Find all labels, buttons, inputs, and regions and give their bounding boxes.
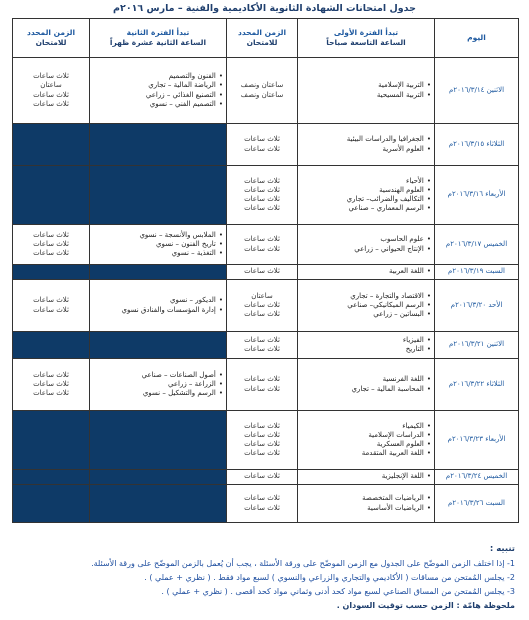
first-period-subjects [298,265,435,280]
duration-item: ثلاث ساعات [33,72,69,81]
second-duration-empty [13,332,90,359]
subject-item: • التربية المسيحية [301,91,431,100]
first-period-subjects [298,166,435,225]
day-cell: السبت ٢٠١٦/٣/١٩م [435,265,519,280]
duration-item: ثلاث ساعات [244,384,280,393]
duration-item: ثلاث ساعات [244,195,280,203]
subject-item: • اللغة العربية [301,267,431,276]
table-row [13,470,519,485]
subject-item: • الدراسات الإسلامية [301,431,431,440]
first-period-durations [227,58,298,124]
second-duration-empty [13,411,90,470]
duration-item: ثلاث ساعات [33,370,69,379]
duration-item: ثلاث ساعات [33,305,69,314]
duration-item: ثلاث ساعات [33,249,69,258]
duration-item: ثلاث ساعات [244,144,280,153]
duration-item: ثلاث ساعات [33,90,69,99]
duration-item: ثلاث ساعات [244,300,280,309]
duration-item: ثلاث ساعات [33,239,69,248]
day-cell: الاثنين ٢٠١٦/٣/١٤م [435,58,519,124]
first-period-durations [227,280,298,332]
day-cell: الاثنين ٢٠١٦/٣/٢١م [435,332,519,359]
table-row [13,124,519,166]
subject-item: • الرياضيات الأساسية [301,504,431,513]
subject-item: • الأحياء [301,177,431,186]
duration-item: ثلاث ساعات [244,185,280,194]
first-period-durations [227,485,298,523]
duration-item: ثلاث ساعات [244,440,280,448]
subject-item: • الرسم والتشكيل – نسوي [93,389,223,398]
subject-item: • التاريخ [301,345,431,354]
subject-item: • الفيزياء [301,336,431,345]
first-period-subjects [298,280,435,332]
second-duration-empty [13,124,90,166]
subject-item: • الجغرافيا والدراسات البيئية [301,135,431,144]
day-cell: الثلاثاء ٢٠١٦/٣/٢٢م [435,359,519,411]
exam-schedule-table [12,18,519,523]
second-period-empty [90,265,227,280]
notes-section [10,542,515,613]
first-period-subjects [298,225,435,265]
second-duration-empty [13,470,90,485]
table-row [13,411,519,470]
first-period-durations [227,265,298,280]
subject-item: • أصول الصناعات – صناعي [93,371,223,380]
second-period-empty [90,485,227,523]
day-cell: الخميس ٢٠١٦/٣/٢٤م [435,470,519,485]
first-period-durations [227,166,298,225]
first-period-subjects [298,485,435,523]
duration-item: ثلاث ساعات [244,235,280,244]
second-period-subjects [90,58,227,124]
first-period-durations [227,470,298,485]
subject-item: • الكيمياء [301,422,431,431]
first-period-durations [227,359,298,411]
day-cell: الأربعاء ٢٠١٦/٣/٢٣م [435,411,519,470]
subject-item: • اللغة الإنجليزية [301,472,431,481]
day-cell: الأحد ٢٠١٦/٣/٢٠م [435,280,519,332]
table-row [13,485,519,523]
first-period-subjects [298,124,435,166]
subject-item: • الإنتاج الحيواني – زراعي [301,245,431,254]
subject-item: • البساتين – زراعي [301,310,431,319]
first-period-subjects [298,411,435,470]
subject-item: • العلوم الهندسية [301,186,431,195]
duration-item: ساعتان [251,291,273,300]
second-period-subjects [90,280,227,332]
second-period-empty [90,470,227,485]
table-row [13,359,519,411]
second-duration-empty [13,485,90,523]
table-row [13,265,519,280]
notes-heading: تنبيه : [489,544,515,554]
header-first-duration: الزمن المحدد للامتحان [227,19,298,58]
header-second-duration: الزمن المحدد للامتحان [13,19,90,58]
duration-item: ثلاث ساعات [244,449,280,458]
important-note: ملحوظة هامّة : الزمن حسب توقيت السودان . [336,600,515,610]
subject-item: • علوم الحاسوب [301,235,431,244]
subject-item: • الرياضة المالية – تجاري [93,81,223,90]
second-period-empty [90,411,227,470]
duration-item: ثلاث ساعات [244,430,280,439]
header-first-period: تبدأ الفترة الأولى الساعة التاسعة صباحاً [298,19,435,58]
second-duration-empty [13,265,90,280]
table-row [13,280,519,332]
duration-item: ثلاث ساعات [244,345,280,353]
subject-item: • اللغة الفرنسية [301,375,431,384]
subject-item: • التكاليف والضرائب– تجاري [301,195,431,204]
second-period-empty [90,166,227,225]
first-period-durations [227,411,298,470]
second-period-durations [13,359,90,411]
duration-item: ساعتان ونصف [240,90,284,99]
day-cell: الثلاثاء ٢٠١٦/٣/١٥م [435,124,519,166]
day-cell: الخميس ٢٠١٦/٣/١٧م [435,225,519,265]
note-item: 3- يجلس المُمتحن من المساق الصناعي لسبع مواد كحد أدنى وثماني مواد كحد أقصى . ( نظري + عملي ) . [161,586,515,596]
day-cell: الأربعاء ٢٠١٦/٣/١٦م [435,166,519,225]
subject-item: • الفنون والتصميم [93,72,223,81]
subject-item: • الرسم المعماري – صناعي [301,204,431,213]
second-period-durations [13,225,90,265]
duration-item: ثلاث ساعات [244,494,280,503]
second-period-empty [90,332,227,359]
first-period-subjects [298,359,435,411]
header-second-period: تبدأ الفترة الثانية الساعة الثانية عشرة ظهراً [90,19,227,58]
subject-item: • التغذية – نسوي [93,249,223,258]
subject-item: • الاقتصاد والتجارة – تجاري [301,292,431,301]
note-item: 1- إذا اختلف الزمن الموضّح على الجدول مع الزمن الموضّح على ورقة الأسئلة ، يجب أن يُعمل بالزمن الموضّح على ورقة الأسئلة. [91,558,515,568]
subject-item: • العلوم الأسرية [301,145,431,154]
second-period-durations [13,58,90,124]
header-day: اليوم [435,19,519,58]
subject-item: • الزراعة – زراعي [93,380,223,389]
duration-item: ثلاث ساعات [33,230,69,239]
subject-item: • اللغة العربية المتقدمة [301,449,431,458]
second-duration-empty [13,166,90,225]
second-period-subjects [90,225,227,265]
second-period-subjects [90,359,227,411]
duration-item: ثلاث ساعات [33,379,69,388]
subject-item: • المحاسبة المالية – تجاري [301,385,431,394]
first-period-subjects [298,58,435,124]
duration-item: ساعتان ونصف [240,81,284,90]
subject-item: • الديكور – نسوي [93,296,223,305]
duration-item: ثلاث ساعات [244,472,280,481]
duration-item: ثلاث ساعات [244,244,280,253]
subject-item: • التصنيع الغذائي – زراعي [93,91,223,100]
duration-item: ساعتان [40,81,62,90]
subject-item: • إدارة المؤسسات والفنادق نسوي [93,306,223,315]
duration-item: ثلاث ساعات [244,310,280,319]
first-period-durations [227,225,298,265]
subject-item: • الرسم الميكانيكي– صناعي [301,301,431,310]
note-item: 2- يجلس المُمتحن من مساقات ( الأكاديمي والتجاري والزراعي والنسوي ) لسبع مواد فقط . ( نظري + عملي ) . [144,572,515,582]
day-cell: السبت ٢٠١٦/٣/٢٦م [435,485,519,523]
page-title: جدول امتحانات الشهادة الثانوية الأكاديمية والفنية – مارس ٢٠١٦م [113,3,416,14]
first-period-durations [227,124,298,166]
first-period-subjects [298,470,435,485]
duration-item: ثلاث ساعات [244,503,280,512]
first-period-durations [227,332,298,359]
subject-item: • العلوم العسكرية [301,440,431,449]
duration-item: ثلاث ساعات [244,421,280,430]
subject-item: • الملابس والأنسجة – نسوي [93,231,223,240]
table-row [13,225,519,265]
table-row [13,58,519,124]
duration-item: ثلاث ساعات [244,176,280,185]
duration-item: ثلاث ساعات [244,204,280,213]
duration-item: ثلاث ساعات [244,135,280,144]
subject-item: • الرياضيات المتخصصة [301,494,431,503]
table-row [13,332,519,359]
subject-item: • التصميم الفني – نسوي [93,100,223,109]
duration-item: ثلاث ساعات [33,99,69,108]
duration-item: ثلاث ساعات [244,267,280,276]
subject-item: • تاريخ الفنون – نسوي [93,240,223,249]
second-period-durations [13,280,90,332]
duration-item: ثلاث ساعات [244,335,280,344]
table-row [13,166,519,225]
first-period-subjects [298,332,435,359]
table-header-row [13,19,519,58]
duration-item: ثلاث ساعات [244,375,280,384]
duration-item: ثلاث ساعات [33,389,69,398]
subject-item: • التربية الإسلامية [301,81,431,90]
duration-item: ثلاث ساعات [33,296,69,305]
second-period-empty [90,124,227,166]
